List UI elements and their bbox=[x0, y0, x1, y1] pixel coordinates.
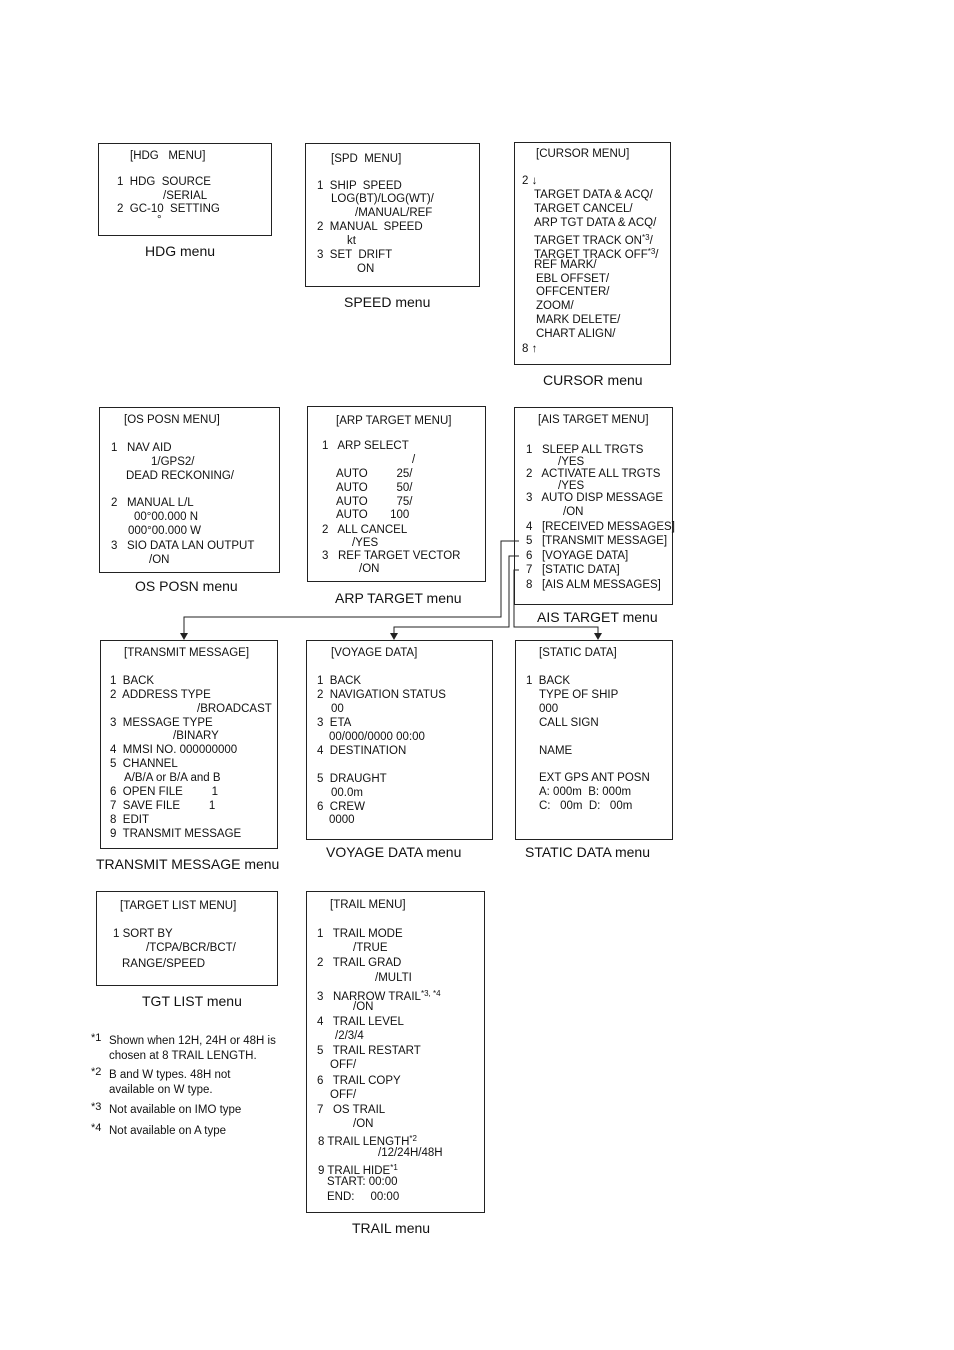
menu-item: 5 TRAIL RESTART bbox=[317, 1045, 421, 1057]
cursor-menu-caption: CURSOR menu bbox=[543, 372, 643, 388]
menu-item-option: END: 00:00 bbox=[327, 1191, 400, 1203]
menu-item: TARGET DATA & ACQ/ bbox=[534, 189, 653, 201]
menu-item-option: /TCPA/BCR/BCT/ bbox=[146, 942, 236, 954]
footnote-mark: *4 bbox=[91, 1122, 102, 1134]
menu-item-option: RANGE/SPEED bbox=[122, 958, 206, 970]
menu-item: 5 CHANNEL bbox=[110, 758, 178, 770]
menu-item: 4 DESTINATION bbox=[317, 745, 407, 757]
menu-item-option: AUTO 100 bbox=[336, 509, 410, 521]
menu-title: [STATIC DATA] bbox=[539, 647, 617, 659]
arrowhead-transmit bbox=[180, 633, 188, 640]
menu-item: 5 DRAUGHT bbox=[317, 773, 387, 785]
menu-item-option: 0000 bbox=[329, 814, 355, 826]
menu-item: 2 TRAIL GRAD bbox=[317, 957, 402, 969]
menu-item: 6 OPEN FILE 1 bbox=[110, 786, 219, 798]
menu-item-option: / bbox=[412, 454, 416, 466]
menu-item: TYPE OF SHIP bbox=[539, 689, 619, 701]
tgtlist-menu-caption: TGT LIST menu bbox=[142, 993, 242, 1009]
menu-item: 3 SIO DATA LAN OUTPUT bbox=[111, 540, 255, 552]
footnote-text: B and W types. 48H not available on W type. bbox=[109, 1069, 231, 1096]
scroll-up-indicator: 8 ↑ bbox=[522, 343, 538, 355]
menu-item: EXT GPS ANT POSN bbox=[539, 772, 650, 784]
menu-item-tail: / bbox=[649, 235, 653, 247]
transmit-menu-box bbox=[100, 640, 278, 849]
menu-item: 2 MANUAL L/L bbox=[111, 497, 194, 509]
footnote-4 bbox=[91, 1122, 309, 1139]
menu-title: [SPD MENU] bbox=[331, 153, 402, 165]
menu-item: CHART ALIGN/ bbox=[536, 328, 616, 340]
menu-item-option: /BINARY bbox=[173, 730, 219, 742]
footnote-ref: *3 bbox=[642, 233, 650, 242]
trail-menu-box bbox=[306, 891, 485, 1213]
menu-item: 1 BACK bbox=[526, 675, 571, 687]
menu-item: 1 TRAIL MODE bbox=[317, 928, 403, 940]
menu-item-option: /2/3/4 bbox=[335, 1030, 364, 1042]
menu-title: [TRANSMIT MESSAGE] bbox=[124, 647, 250, 659]
menu-item: 2 NAVIGATION STATUS bbox=[317, 689, 446, 701]
menu-item-option: /YES bbox=[558, 480, 585, 492]
menu-item: 6 TRAIL COPY bbox=[317, 1075, 401, 1087]
connector-voyage bbox=[394, 556, 519, 634]
menu-item: 3 MESSAGE TYPE bbox=[110, 717, 213, 729]
footnote-mark: *3 bbox=[91, 1101, 102, 1113]
menu-item-option: AUTO 25/ bbox=[336, 468, 413, 480]
menu-item: 7 OS TRAIL bbox=[317, 1104, 386, 1116]
menu-item: NAME bbox=[539, 745, 573, 757]
menu-item: MARK DELETE/ bbox=[536, 314, 621, 326]
menu-item: TARGET CANCEL/ bbox=[534, 203, 633, 215]
footnote-3 bbox=[91, 1101, 309, 1118]
menu-item: ARP TGT DATA & ACQ/ bbox=[534, 217, 657, 229]
ais-menu-caption: AIS TARGET menu bbox=[537, 609, 658, 625]
trail-menu-caption: TRAIL menu bbox=[352, 1220, 431, 1236]
arp-menu-caption: ARP TARGET menu bbox=[335, 590, 462, 606]
menu-item-option: kt bbox=[347, 235, 356, 247]
menu-item-option: /YES bbox=[352, 537, 379, 549]
menu-item-option: 00.0m bbox=[331, 787, 363, 799]
static-menu-caption: STATIC DATA menu bbox=[525, 844, 650, 860]
voyage-menu-caption: VOYAGE DATA menu bbox=[326, 844, 462, 860]
menu-item-label: TARGET TRACK OFF bbox=[534, 249, 648, 261]
menu-item: 3 ETA bbox=[317, 717, 352, 729]
menu-item-option: /ON bbox=[149, 554, 170, 566]
footnote-1 bbox=[91, 1032, 309, 1064]
menu-item: 3 SET DRIFT bbox=[317, 249, 393, 261]
menu-item-option: START: 00:00 bbox=[327, 1176, 398, 1188]
menu-item-option: /MULTI bbox=[375, 972, 412, 984]
menu-title: [ARP TARGET MENU] bbox=[336, 415, 452, 427]
menu-item: 9 TRANSMIT MESSAGE bbox=[110, 828, 242, 840]
menu-title: [TARGET LIST MENU] bbox=[120, 900, 237, 912]
menu-title: [VOYAGE DATA] bbox=[331, 647, 418, 659]
footnote-ref: *1 bbox=[390, 1163, 398, 1172]
menu-item-option: /12/24H/48H bbox=[378, 1147, 443, 1159]
voyage-menu-box bbox=[306, 640, 493, 840]
menu-item-option: ON bbox=[357, 263, 375, 275]
spd-menu-caption: SPEED menu bbox=[344, 294, 431, 310]
transmit-menu-caption: TRANSMIT MESSAGE menu bbox=[96, 856, 280, 872]
menu-title: [CURSOR MENU] bbox=[536, 148, 630, 160]
menu-item-option: /TRUE bbox=[353, 942, 388, 954]
arrowhead-static bbox=[594, 633, 602, 640]
menu-item-label: TARGET TRACK ON bbox=[534, 235, 642, 247]
footnote-2 bbox=[91, 1066, 249, 1098]
footnote-text: Shown when 12H, 24H or 48H is chosen at 8 TRAIL LENGTH. bbox=[109, 1035, 276, 1062]
menu-item: 1 BACK bbox=[317, 675, 362, 687]
hdg-menu-caption: HDG menu bbox=[145, 243, 216, 259]
menu-item-option: A/B/A or B/A and B bbox=[124, 772, 221, 784]
menu-item: 1 SHIP SPEED bbox=[317, 180, 402, 192]
menu-item-option: /ON bbox=[353, 1001, 374, 1013]
menu-item-option: 00/000/0000 00:00 bbox=[329, 731, 425, 743]
scroll-down-indicator: 2 ↓ bbox=[522, 175, 538, 187]
menu-title: [HDG MENU] bbox=[130, 150, 206, 162]
menu-item: REF MARK/ bbox=[534, 259, 597, 271]
connector-static bbox=[514, 570, 598, 634]
menu-item bbox=[317, 987, 441, 1004]
menu-title: [AIS TARGET MENU] bbox=[538, 414, 649, 426]
menu-item-option: 000 bbox=[539, 703, 559, 715]
menu-item: 2 ACTIVATE ALL TRGTS bbox=[526, 468, 661, 480]
connector-transmit bbox=[184, 541, 519, 634]
menu-item: 4 TRAIL LEVEL bbox=[317, 1016, 404, 1028]
menu-item-label: 9 TRAIL HIDE bbox=[318, 1165, 391, 1177]
menu-item-option: AUTO 75/ bbox=[336, 496, 413, 508]
footnote-ref: *3, *4 bbox=[420, 989, 441, 998]
menu-item: 4 MMSI NO. 000000000 bbox=[110, 744, 238, 756]
footnote-ref: *2 bbox=[409, 1134, 417, 1143]
menu-item: 2 MANUAL SPEED bbox=[317, 221, 423, 233]
menu-item: 1 BACK bbox=[110, 675, 155, 687]
menu-item: 7 SAVE FILE 1 bbox=[110, 800, 216, 812]
menu-item: 3 REF TARGET VECTOR bbox=[322, 550, 461, 562]
menu-item-label: 8 TRAIL LENGTH bbox=[318, 1136, 410, 1148]
menu-item-option: /SERIAL bbox=[163, 190, 208, 202]
menu-item-option: 00 bbox=[331, 703, 344, 715]
menu-item-option: /BROADCAST bbox=[197, 703, 272, 715]
menu-item-label: 3 NARROW TRAIL bbox=[317, 991, 421, 1003]
menu-item-option: A: 000m B: 000m bbox=[539, 786, 632, 798]
menu-item: 2 ADDRESS TYPE bbox=[110, 689, 211, 701]
menu-item-option: OFF/ bbox=[330, 1059, 357, 1071]
ospos-menu-caption: OS POSN menu bbox=[135, 578, 238, 594]
menu-item: 4 [RECEIVED MESSAGES] bbox=[526, 521, 675, 533]
menu-item: 1 SLEEP ALL TRGTS bbox=[526, 444, 644, 456]
menu-item-option: AUTO 50/ bbox=[336, 482, 413, 494]
menu-item: EBL OFFSET/ bbox=[536, 273, 610, 285]
menu-item: CALL SIGN bbox=[539, 717, 599, 729]
footnote-text: Not available on A type bbox=[109, 1125, 226, 1137]
menu-item: 1 SORT BY bbox=[113, 928, 173, 940]
menu-item-option: 00°00.000 N bbox=[134, 511, 199, 523]
menu-item: OFFCENTER/ bbox=[536, 286, 610, 298]
menu-item: 8 EDIT bbox=[110, 814, 149, 826]
menu-item-option: /ON bbox=[359, 563, 380, 575]
footnote-mark: *2 bbox=[91, 1066, 102, 1078]
menu-item: 6 CREW bbox=[317, 801, 365, 813]
menu-item-option: /ON bbox=[353, 1118, 374, 1130]
arrowhead-voyage bbox=[390, 633, 398, 640]
menu-item: 2 ALL CANCEL bbox=[322, 524, 408, 536]
menu-item-option: /MANUAL/REF bbox=[355, 207, 433, 219]
menu-item-option: /YES bbox=[558, 456, 585, 468]
menu-item-option: DEAD RECKONING/ bbox=[126, 470, 234, 482]
menu-item: 2 GC-10 SETTING bbox=[117, 203, 220, 215]
menu-item-tail: / bbox=[655, 249, 659, 261]
menu-item: 1 HDG SOURCE bbox=[117, 176, 211, 188]
menu-item-option: LOG(BT)/LOG(WT)/ bbox=[331, 193, 434, 205]
menu-title: [OS POSN MENU] bbox=[124, 414, 220, 426]
tgtlist-menu-box bbox=[96, 891, 278, 986]
menu-item: ZOOM/ bbox=[536, 300, 574, 312]
footnote-ref: *3 bbox=[647, 247, 656, 256]
menu-item: 1 NAV AID bbox=[111, 442, 172, 454]
static-menu-box bbox=[515, 640, 673, 840]
menu-item-option: ° bbox=[157, 214, 162, 226]
menu-item-transmit: 5 [TRANSMIT MESSAGE] bbox=[526, 535, 668, 547]
menu-item-option: 1/GPS2/ bbox=[151, 456, 195, 468]
footnote-mark: *1 bbox=[91, 1032, 102, 1044]
menu-item-option: OFF/ bbox=[330, 1089, 357, 1101]
menu-item: 3 AUTO DISP MESSAGE bbox=[526, 492, 663, 504]
menu-item-static: 7 [STATIC DATA] bbox=[526, 564, 620, 576]
menu-item: 1 ARP SELECT bbox=[322, 440, 409, 452]
menu-item: 8 [AIS ALM MESSAGES] bbox=[526, 579, 661, 591]
menu-item-option: /ON bbox=[563, 506, 584, 518]
menu-item-option: C: 00m D: 00m bbox=[539, 800, 633, 812]
menu-title: [TRAIL MENU] bbox=[330, 899, 406, 911]
menu-item-voyage: 6 [VOYAGE DATA] bbox=[526, 550, 629, 562]
menu-item-option: 000°00.000 W bbox=[128, 525, 202, 537]
footnote-text: Not available on IMO type bbox=[109, 1104, 242, 1116]
